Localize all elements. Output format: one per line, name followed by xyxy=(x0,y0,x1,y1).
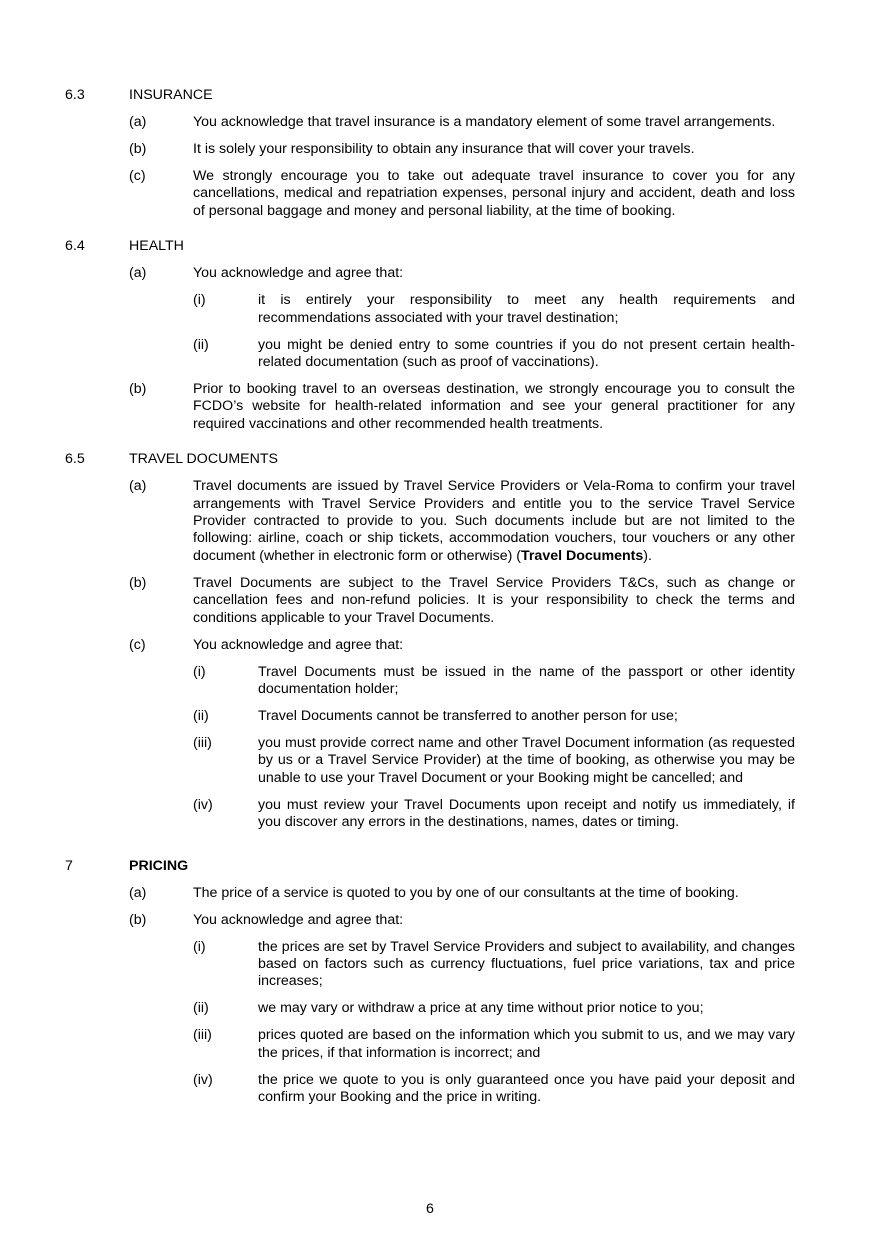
clause-label: (c) xyxy=(129,167,146,184)
clause-text xyxy=(193,381,795,433)
subclause-label: (i) xyxy=(193,292,206,309)
section-title: INSURANCE xyxy=(129,87,213,103)
clause-label: (a) xyxy=(129,113,147,130)
clause-text-segment: We strongly encourage you to take out adequate travel insurance to cover you for any cancellations, medical and repatriation expenses, personal injury and accident, death and loss of personal baggage and money and personal liability, at the time of booking. xyxy=(193,167,795,219)
clause-text xyxy=(193,141,795,158)
subclause-text: Travel Documents cannot be transferred to another person for use; xyxy=(258,708,678,725)
clause-item xyxy=(0,478,870,565)
section-heading xyxy=(0,238,870,255)
clause-item xyxy=(0,168,870,220)
clause-text-segment: You acknowledge and agree that: xyxy=(193,265,404,282)
clause-text xyxy=(193,885,795,902)
subclause-text: you must provide correct name and other Travel Document information (as requested by us or a Travel Service Provider) at the time of booking, as otherwise you may be unable to use your Travel Document or your Booking might be cancelled; and xyxy=(258,735,795,786)
subclause-text: you might be denied entry to some countries if you do not present certain health-related documentation (such as proof of vaccinations). xyxy=(258,336,795,370)
section-title: TRAVEL DOCUMENTS xyxy=(129,451,278,468)
page-number: 6 xyxy=(426,1201,434,1217)
clause-item xyxy=(0,637,870,654)
subclause-item xyxy=(0,708,870,725)
section xyxy=(0,858,870,1107)
section-number: 6.4 xyxy=(65,238,85,255)
clause-label: (b) xyxy=(129,911,147,928)
subclause-label: (ii) xyxy=(193,336,209,353)
section-number: 6.3 xyxy=(65,87,85,103)
clause-text xyxy=(193,114,795,131)
subclause-item xyxy=(0,735,870,787)
clause-text-segment: Prior to booking travel to an overseas destination, we strongly encourage you to consult the FCDO’s website for health-related information and see your general practitioner for any required vaccinations and other recommended health treatments. xyxy=(193,381,795,432)
clause-text-segment: It is solely your responsibility to obtain any insurance that will cover your travels. xyxy=(193,140,695,157)
clause-label: (a) xyxy=(129,265,147,282)
clause-item xyxy=(0,912,870,929)
subclause-item xyxy=(0,1000,870,1017)
clause-label: (a) xyxy=(129,478,147,495)
clause-item xyxy=(0,265,870,282)
subclause-item xyxy=(0,292,870,327)
subclause-text: the prices are set by Travel Service Providers and subject to availability, and changes based on factors such as currency fluctuations, fuel price variations, tax and price increases; xyxy=(258,938,795,990)
section-number: 6.5 xyxy=(65,451,85,468)
clause-item xyxy=(0,885,870,902)
subclause-item xyxy=(0,1027,870,1062)
clause-item xyxy=(0,575,870,627)
clause-item xyxy=(0,114,870,131)
subclause-text: we may vary or withdraw a price at any time without prior notice to you; xyxy=(258,1000,704,1017)
section-heading xyxy=(0,87,870,104)
section-heading xyxy=(0,451,870,468)
clause-text-segment: Travel Documents are subject to the Travel Service Providers T&Cs, such as change or cancellation fees and non-refund policies. It is your responsibility to check the terms and conditions applicable to your Travel Documents. xyxy=(193,574,795,626)
subclause-text: it is entirely your responsibility to meet any health requirements and recommendations associated with your travel destination; xyxy=(258,292,795,326)
clause-item xyxy=(0,141,870,158)
subclause-text: Travel Documents must be issued in the name of the passport or other identity documentation holder; xyxy=(258,663,795,698)
clause-text-segment: The price of a service is quoted to you by one of our consultants at the time of booking. xyxy=(193,884,739,901)
defined-term: Travel Documents xyxy=(521,547,644,564)
document-body xyxy=(0,87,870,1107)
clause-text xyxy=(193,168,795,220)
section-title: PRICING xyxy=(129,857,189,874)
clause-text xyxy=(193,637,795,654)
clause-label: (c) xyxy=(129,636,146,653)
clause-text-segment: You acknowledge and agree that: xyxy=(193,636,404,653)
clause-text-segment: ). xyxy=(643,547,652,564)
section-heading xyxy=(0,858,870,875)
section-title: HEALTH xyxy=(129,238,184,255)
subclause-label: (iv) xyxy=(193,796,213,813)
subclause-text: the price we quote to you is only guaranteed once you have paid your deposit and confirm your Booking and the price in writing. xyxy=(258,1071,795,1106)
section xyxy=(0,451,870,831)
clause-item xyxy=(0,381,870,433)
section-number: 7 xyxy=(65,857,73,874)
clause-text-segment: You acknowledge and agree that: xyxy=(193,911,404,928)
subclause-item xyxy=(0,664,870,699)
subclause-label: (iii) xyxy=(193,735,212,752)
clause-text xyxy=(193,265,795,282)
section xyxy=(0,87,870,220)
subclause-label: (i) xyxy=(193,938,206,955)
clause-label: (b) xyxy=(129,381,147,397)
section xyxy=(0,238,870,433)
subclause-item xyxy=(0,939,870,991)
clause-label: (b) xyxy=(129,574,147,591)
clause-text xyxy=(193,912,795,929)
clause-text xyxy=(193,575,795,627)
subclause-label: (ii) xyxy=(193,708,209,725)
subclause-label: (iii) xyxy=(193,1027,212,1044)
subclause-text: prices quoted are based on the information which you submit to us, and we may vary the prices, if that information is incorrect; and xyxy=(258,1027,795,1061)
clause-text-segment: Travel documents are issued by Travel Service Providers or Vela-Roma to confirm your travel arrangements with Travel Service Providers and entitle you to the service Travel Service Provider contracted to provide to you. Such documents include but are not limited to the following: airline, coach or ship tickets, accommodation vouchers, tour vouchers or any other document (whether in electronic form or otherwise) ( xyxy=(193,478,795,564)
subclause-item xyxy=(0,797,870,832)
subclause-item xyxy=(0,1072,870,1107)
subclause-text: you must review your Travel Documents upon receipt and notify us immediately, if you discover any errors in the destinations, names, dates or timing. xyxy=(258,796,795,831)
clause-label: (b) xyxy=(129,140,147,157)
subclause-label: (iv) xyxy=(193,1071,213,1088)
subclause-item xyxy=(0,337,870,372)
clause-text-segment: You acknowledge that travel insurance is a mandatory element of some travel arrangements. xyxy=(193,113,776,130)
clause-label: (a) xyxy=(129,884,147,901)
subclause-label: (i) xyxy=(193,663,206,680)
clause-text xyxy=(193,478,795,565)
subclause-label: (ii) xyxy=(193,1000,209,1017)
